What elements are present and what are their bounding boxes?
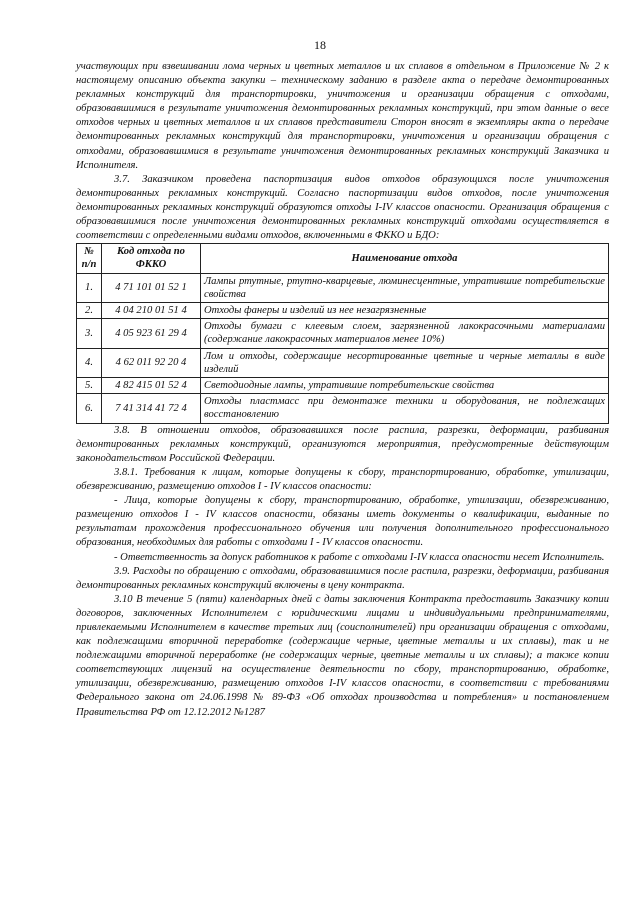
paragraph-3-8-1: 3.8.1. Требования к лицам, которые допущены к сбору, транспортированию, обработке, утилизации, обезвреживанию, размещению отходов I - IV классов опасности: [76, 466, 609, 493]
row-name: Светодиодные лампы, утратившие потребительские свойства [201, 378, 609, 394]
row-number: 2. [77, 303, 102, 319]
table-row [77, 303, 609, 319]
paragraph-3-7: 3.7. Заказчиком проведена паспортизация видов отходов образующихся после уничтожения демонтированных рекламных конструкций. Согласно паспортизации видов отходов, после уничтожения демонтированных рекламных конструкций образуются отходы I-IV классов опасности. Организация обращения с образовавшимися после уничтожения демонтированных рекламных конструкций отходами осуществляется в соответствии с определенными видами отходов, включенными в ФККО и БДО: [76, 173, 609, 242]
row-name: Отходы фанеры и изделий из нее незагрязненные [201, 303, 609, 319]
table-row [77, 378, 609, 394]
paragraph-3-9: 3.9. Расходы по обращению с отходами, образовавшимися после распила, разрезки, деформации, разбивания демонтированных рекламных конструкций включены в цену контракта. [76, 565, 609, 591]
row-name: Лом и отходы, содержащие несортированные цветные и черные металлы в виде изделий [201, 348, 609, 377]
row-code: 4 71 101 01 52 1 [102, 273, 201, 302]
row-name: Лампы ртутные, ртутно-кварцевые, люминесцентные, утратившие потребительские свойства [201, 273, 609, 302]
row-name: Отходы бумаги с клеевым слоем, загрязненной лакокрасочными материалами (содержание лакокрасочных материалов менее 10%) [201, 319, 609, 348]
paragraph-intro: участвующих при взвешивании лома черных и цветных металлов и их сплавов в отдельном в Приложение № 2 к настоящему описанию объекта закупки – техническому заданию в разделе акта о передаче демонтированных рекламных конструкций для транспортировки, уничтожения и организации обращения с отходами, образовавшимися в результате уничтожения демонтированных рекламных конструкций, при этом данные о весе отходов черных и цветных металлов и их сплавов представители Сторон вносят в экземпляры акта о передаче демонтированных рекламных конструкций для транспортировки, уничтожения и организации обращения с отходами, образовавшимися в результате уничтожения демонтированных рекламных конструкций Заказчика и Исполнителя. [76, 61, 609, 171]
page-number: 18 [314, 38, 326, 52]
row-code: 4 04 210 01 51 4 [102, 303, 201, 319]
paragraph-bullet-responsibility: - Ответственность за допуск работников к работе с отходами I-IV класса опасности несет Исполнитель. [114, 551, 605, 563]
table-row [77, 348, 609, 377]
paragraph-3-10: 3.10 В течение 5 (пяти) календарных дней с даты заключения Контракта предоставить Заказчику копии договоров, заключенных Исполнителем с юридическими лицами и индивидуальными предпринимателями, привлекаемыми Исполнителем в качестве третьих лиц (соисполнителей) при организации обращения с отходами, как подлежащими вторичной переработке (содержащие черные, цветные металлы и их сплавы), так и не подлежащими вторичной переработке (не содержащих черные, цветные металлы и их сплавы); а также копии соответствующих лицензий на осуществление деятельности по сбору, транспортированию, обработке, утилизации, обезвреживанию, размещению отходов I-IV классов опасности, в соответствии с требованиями Федерального закона от 24.06.1998 № 89-ФЗ «Об отходах производства и потребления» и постановлением Правительства РФ от 12.12.2012 №1287 [76, 593, 609, 718]
row-number: 5. [77, 378, 102, 394]
row-number: 6. [77, 394, 102, 423]
row-name: Отходы пластмасс при демонтаже техники и оборудования, не подлежащих восстановлению [201, 394, 609, 423]
header-number: № п/п [77, 244, 102, 273]
waste-table [76, 243, 609, 423]
paragraph-3-8: 3.8. В отношении отходов, образовавшихся после распила, разрезки, деформации, разбивания демонтированных рекламных конструкций, организуются мероприятия, предусмотренные действующим законодательством Российской Федерации. [76, 424, 609, 464]
row-code: 4 82 415 01 52 4 [102, 378, 201, 394]
header-code: Код отхода по ФККО [102, 244, 201, 273]
row-code: 4 05 923 61 29 4 [102, 319, 201, 348]
table-row [77, 319, 609, 348]
table-row [77, 394, 609, 423]
row-number: 1. [77, 273, 102, 302]
row-code: 7 41 314 41 72 4 [102, 394, 201, 423]
row-number: 3. [77, 319, 102, 348]
page-content [76, 60, 609, 720]
row-code: 4 62 011 92 20 4 [102, 348, 201, 377]
row-number: 4. [77, 348, 102, 377]
waste-table-header-row [77, 244, 609, 273]
paragraph-bullet-qualification: - Лица, которые допущены к сбору, транспортированию, обработке, утилизации, обезвреживанию, размещению отходов I - IV классов опасности, обязаны иметь документы о квалификации, выданные по результатам прохождения профессионального обучения или получения дополнительного профессионального образования, необходимых для работы с отходами I - IV классов опасности. [76, 495, 609, 549]
table-row [77, 273, 609, 302]
header-name: Наименование отхода [201, 244, 609, 273]
